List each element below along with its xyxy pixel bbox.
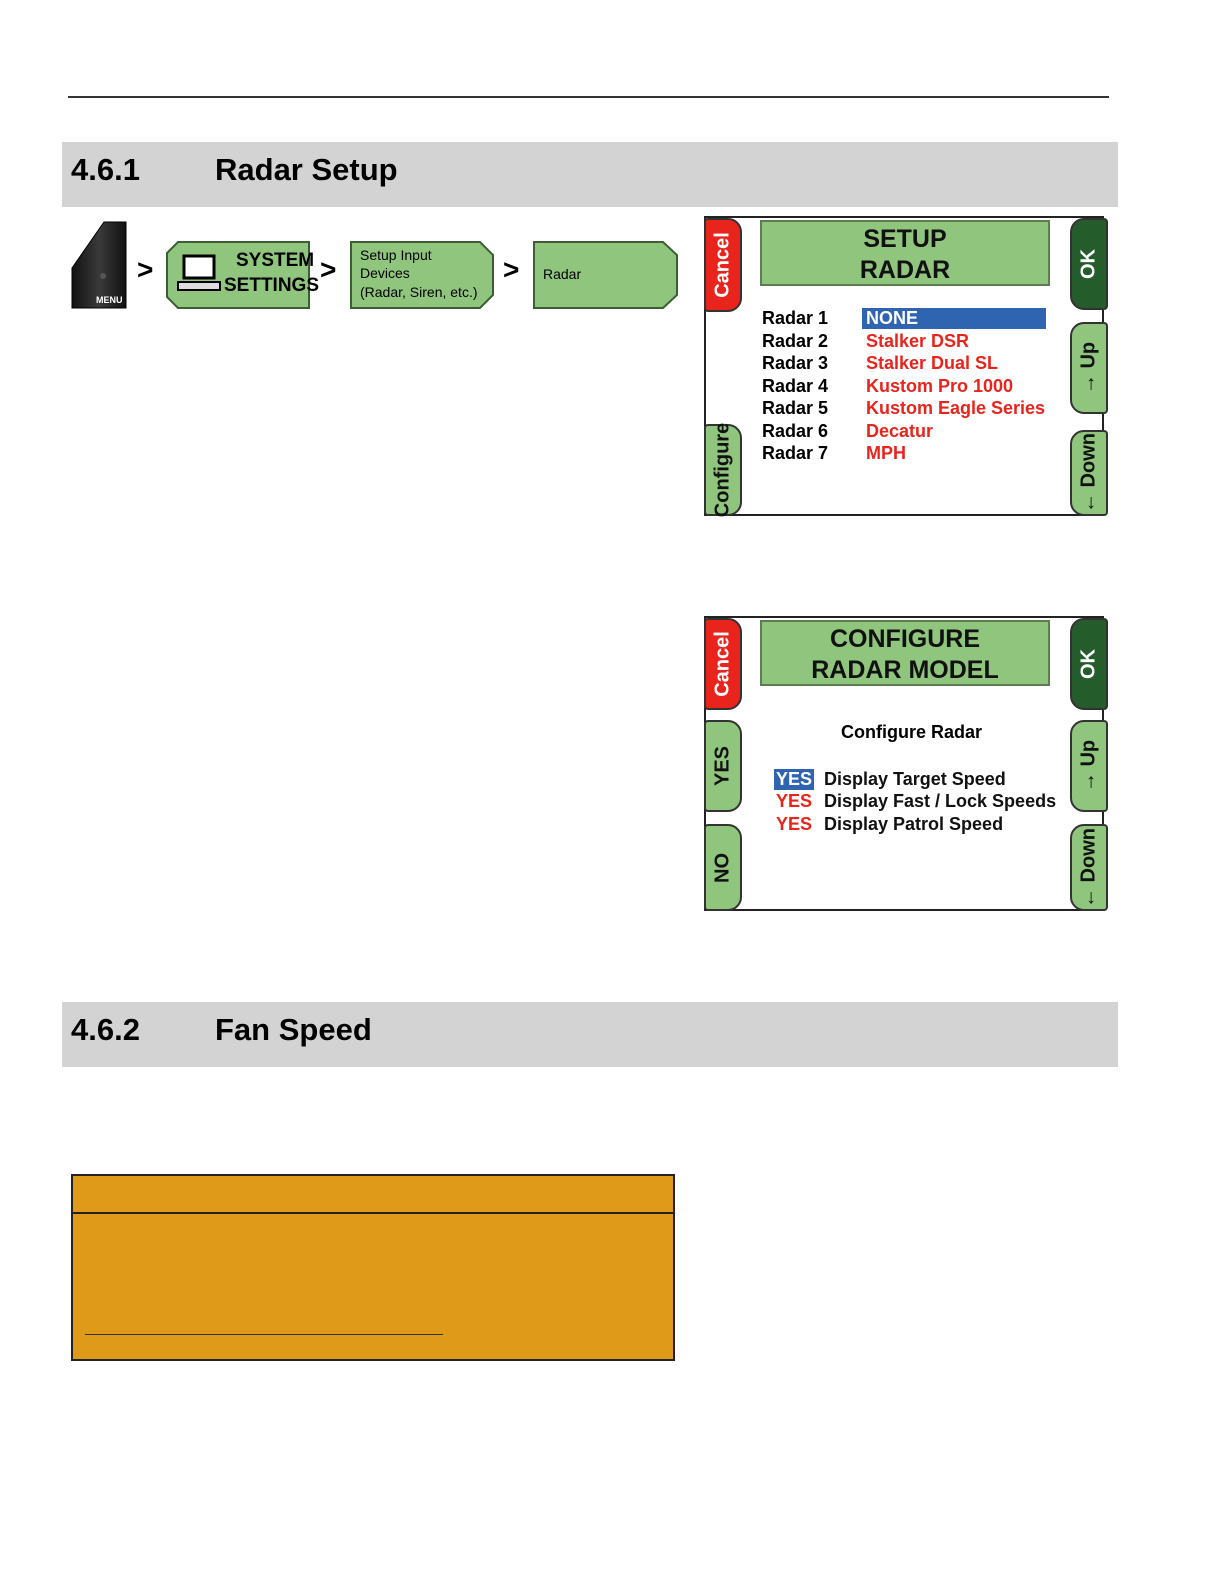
config-option-row[interactable] <box>774 791 1056 813</box>
radar-label: Radar 3 <box>762 353 829 373</box>
radar-row[interactable] <box>762 353 999 375</box>
radar-label: Radar 2 <box>762 331 829 351</box>
up-button[interactable] <box>1070 720 1108 812</box>
configure-button[interactable] <box>704 424 742 516</box>
down-button[interactable] <box>1070 824 1108 911</box>
up-label <box>1078 342 1101 394</box>
breadcrumb-separator: > <box>503 254 520 285</box>
no-button[interactable] <box>704 824 742 911</box>
radar-row[interactable] <box>762 398 1046 420</box>
setup-input-line3: (Radar, Siren, etc.) <box>360 284 478 300</box>
section-title: Radar Setup <box>215 152 398 187</box>
radar-label: Radar 1 <box>762 308 829 328</box>
radar-button[interactable] <box>533 241 678 309</box>
note-divider <box>73 1212 673 1214</box>
option-value: YES <box>775 791 813 811</box>
section-number: 4.6.1 <box>71 152 140 187</box>
radar-value: Decatur <box>866 421 934 441</box>
setup-input-devices-button[interactable] <box>350 241 494 309</box>
yes-button[interactable] <box>704 720 742 812</box>
menu-key-icon <box>70 220 128 309</box>
down-label <box>1078 433 1101 513</box>
configure-label: Configure <box>711 422 734 518</box>
title-line: RADAR <box>859 256 951 284</box>
ok-label: OK <box>1077 249 1100 279</box>
radar-value: Stalker DSR <box>866 331 970 351</box>
radar-label: Radar <box>543 266 582 282</box>
option-value-selected: YES <box>775 769 813 789</box>
arrow-up-icon: → <box>1077 374 1100 395</box>
cancel-button[interactable] <box>704 618 742 710</box>
ok-button[interactable] <box>1070 618 1108 710</box>
title-line: SETUP <box>863 225 947 253</box>
breadcrumb-separator: > <box>320 254 337 285</box>
system-settings-button[interactable] <box>166 241 320 309</box>
up-button[interactable] <box>1070 322 1108 414</box>
configure-radar-screen <box>704 616 1104 911</box>
computer-icon <box>176 254 222 297</box>
configure-radar-title <box>760 620 1050 686</box>
radar-label: Radar 6 <box>762 421 829 441</box>
arrow-down-icon: ← <box>1077 887 1100 908</box>
configure-heading: Configure Radar <box>841 722 983 742</box>
option-label: Display Patrol Speed <box>824 814 1004 834</box>
config-option-row[interactable] <box>774 814 1003 836</box>
down-text: Down <box>1077 433 1100 488</box>
cancel-button[interactable] <box>704 218 742 312</box>
section-heading-radar-setup <box>62 142 1118 207</box>
radar-value: Stalker Dual SL <box>866 353 999 373</box>
breadcrumb-separator: > <box>137 254 154 285</box>
menu-key-label: MENU <box>96 295 123 305</box>
down-button[interactable] <box>1070 430 1108 516</box>
header-rule <box>68 96 1109 98</box>
setup-radar-screen <box>704 216 1104 516</box>
system-label: SYSTEM <box>236 250 315 271</box>
yes-label: YES <box>711 745 734 787</box>
no-label: NO <box>711 852 734 883</box>
radar-row[interactable] <box>762 443 906 465</box>
arrow-up-icon: → <box>1077 772 1100 793</box>
section-title: Fan Speed <box>215 1012 372 1047</box>
cancel-label: Cancel <box>711 232 734 298</box>
setup-input-line2: Devices <box>360 265 410 281</box>
radar-value: Kustom Pro 1000 <box>866 376 1014 396</box>
radar-row[interactable] <box>762 376 1014 398</box>
config-option-row[interactable] <box>774 769 1006 791</box>
ok-label: OK <box>1077 649 1100 679</box>
up-label <box>1078 740 1101 792</box>
option-label: Display Fast / Lock Speeds <box>824 791 1057 811</box>
section-number: 4.6.2 <box>71 1012 140 1047</box>
radar-label: Radar 4 <box>762 376 829 396</box>
title-line: CONFIGURE <box>830 625 980 653</box>
radar-value: MPH <box>866 443 906 463</box>
settings-label: SETTINGS <box>224 275 320 296</box>
option-value: YES <box>775 814 813 834</box>
radar-row[interactable] <box>762 331 970 353</box>
down-text: Down <box>1077 827 1100 882</box>
option-label: Display Target Speed <box>824 769 1006 789</box>
radar-row[interactable] <box>762 308 919 330</box>
radar-value-selected: NONE <box>862 308 1046 329</box>
note-box <box>71 1174 675 1361</box>
setup-input-line1: Setup Input <box>360 247 432 263</box>
cancel-label: Cancel <box>711 631 734 697</box>
section-heading-fan-speed <box>62 1002 1118 1067</box>
radar-label: Radar 5 <box>762 398 829 418</box>
arrow-down-icon: ← <box>1077 493 1100 513</box>
note-underline <box>85 1334 443 1335</box>
radar-label: Radar 7 <box>762 443 829 463</box>
up-text: Up <box>1077 739 1100 767</box>
up-text: Up <box>1077 341 1100 369</box>
radar-value: Kustom Eagle Series <box>866 398 1046 418</box>
radar-row[interactable] <box>762 421 934 443</box>
title-line: RADAR MODEL <box>811 656 999 684</box>
setup-radar-title <box>760 220 1050 286</box>
ok-button[interactable] <box>1070 218 1108 310</box>
down-label <box>1078 828 1101 908</box>
